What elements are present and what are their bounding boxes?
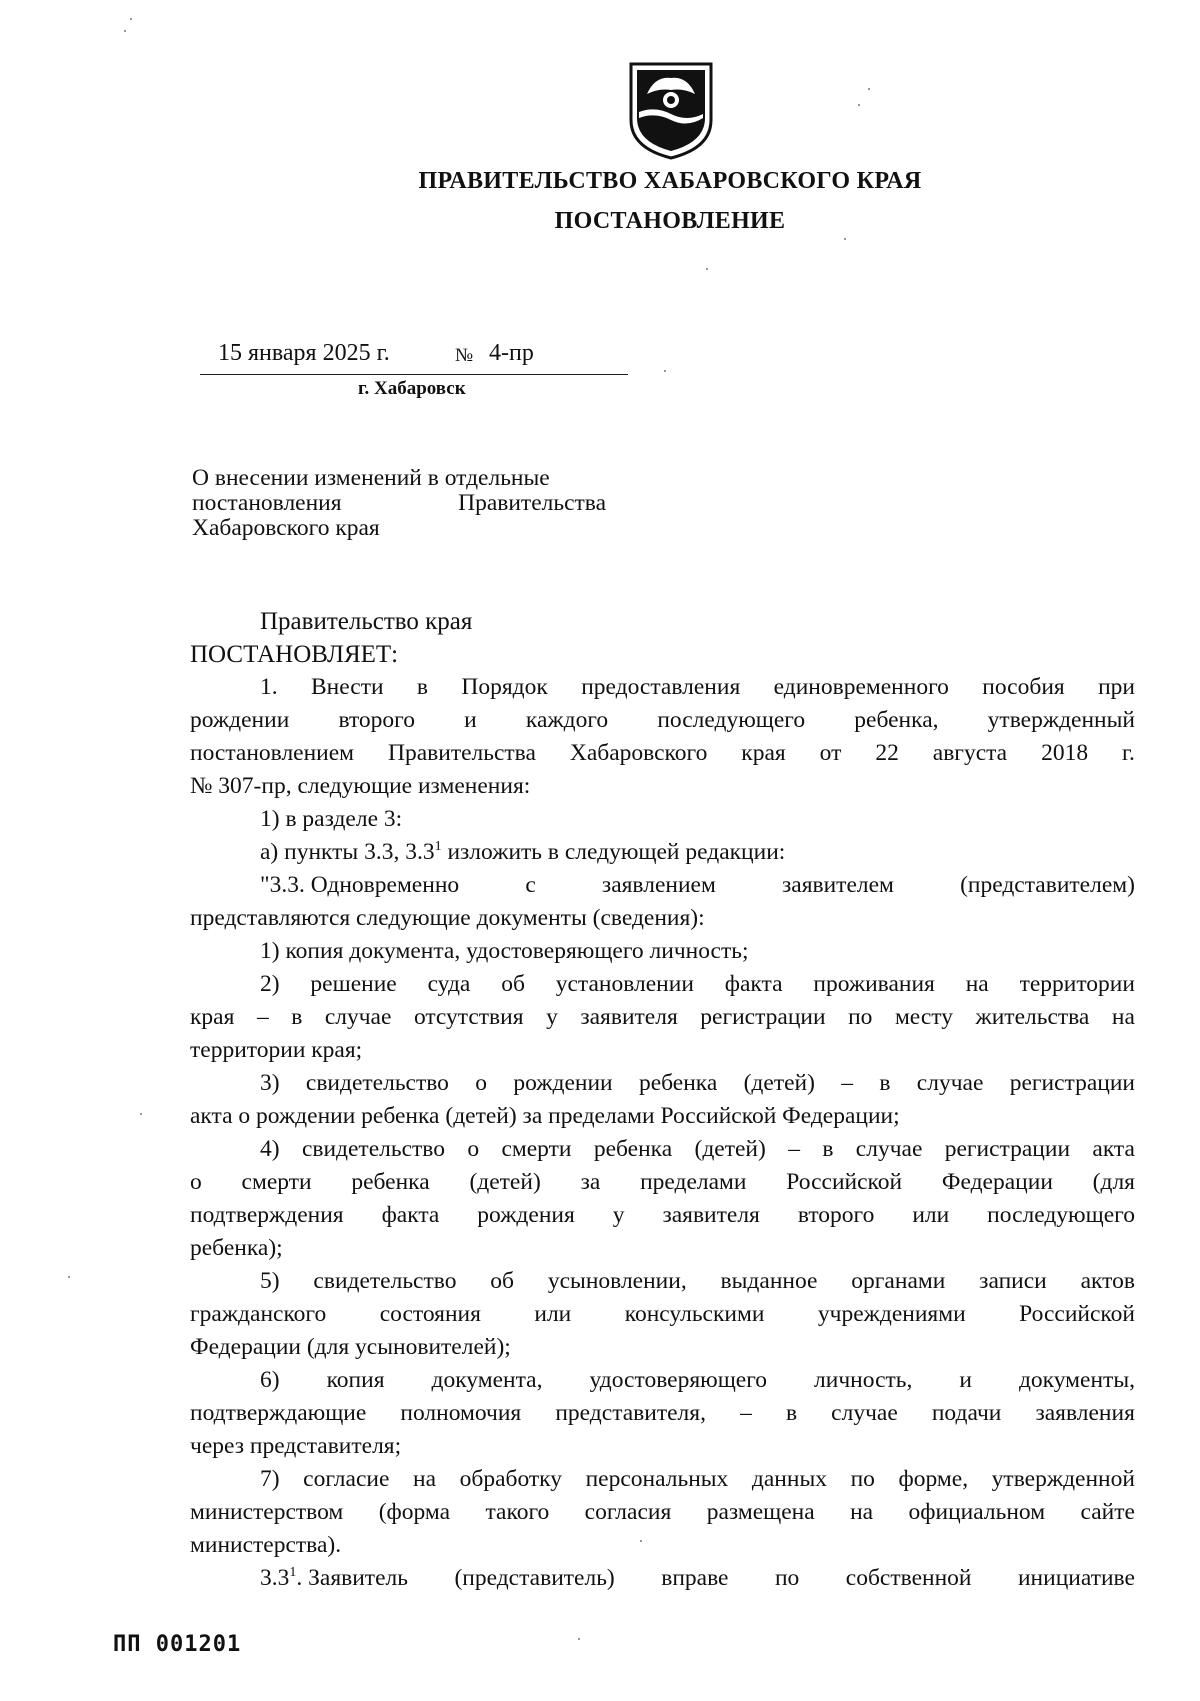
document-date: 15 января 2025 г. — [218, 340, 390, 366]
body-word: на — [1111, 1004, 1135, 1030]
body-word: Внести — [311, 674, 384, 700]
body-word: удостоверяющего — [589, 1367, 768, 1393]
body-word: – — [841, 1070, 854, 1096]
body-word: ребенка — [351, 1169, 430, 1195]
body-word: регистрации — [700, 1004, 826, 1030]
body-word: 6) — [260, 1367, 280, 1393]
body-line — [190, 1133, 1135, 1166]
body-word: (представителем) — [960, 872, 1135, 898]
body-word: рождении — [190, 707, 290, 733]
body-word: консульскими — [624, 1301, 765, 1327]
body-line: Федерации (для усыновителей); — [190, 1334, 511, 1360]
body-word: второго — [338, 707, 415, 733]
body-word: представителя, — [555, 1400, 706, 1426]
body-word: (форма — [378, 1499, 451, 1525]
title-line: О внесении изменений в отдельные — [192, 465, 550, 491]
body-word: об — [501, 971, 525, 997]
body-word: факта — [381, 1202, 440, 1228]
body-word: (детей) — [694, 1136, 766, 1162]
body-word: последующего — [987, 1202, 1135, 1228]
scan-speck — [68, 1276, 70, 1278]
body-word: о — [475, 1070, 488, 1096]
body-word: рождении — [513, 1070, 613, 1096]
body-line — [190, 1562, 1135, 1595]
scan-speck — [124, 30, 126, 32]
body-word: Хабаровского — [569, 740, 708, 766]
body-word: при — [1098, 674, 1135, 700]
body-word: случае — [831, 1400, 898, 1426]
body-word: (детей) — [743, 1070, 815, 1096]
body-word: и — [464, 707, 477, 733]
city: г. Хабаровск — [358, 378, 466, 399]
body-word: за — [580, 1169, 601, 1195]
body-word: свидетельство — [301, 1136, 445, 1162]
body-word: в — [291, 1004, 303, 1030]
body-word: записи — [979, 1268, 1047, 1294]
title-line: Хабаровского края — [192, 515, 380, 541]
body-word: сайте — [1080, 1499, 1135, 1525]
body-line — [190, 869, 1135, 902]
coat-of-arms-icon — [625, 60, 717, 162]
body-word: – — [256, 1004, 269, 1030]
body-word: согласия — [584, 1499, 672, 1525]
body-word: (для — [1092, 1169, 1135, 1195]
title-line — [192, 491, 606, 516]
body-word: края — [190, 1004, 235, 1030]
body-word: актов — [1080, 1268, 1135, 1294]
body-word: у — [612, 1202, 625, 1228]
body-word: органами — [851, 1268, 946, 1294]
body-text: 3.3 — [260, 1565, 290, 1591]
body-word: заявителем — [781, 872, 894, 898]
body-line: Правительство края — [260, 608, 473, 635]
body-word: заявлением — [601, 872, 716, 898]
body-word: (детей) — [469, 1169, 541, 1195]
body-word: постановлением — [190, 740, 355, 766]
body-word: усыновлении, — [547, 1268, 687, 1294]
body-word: о — [190, 1169, 202, 1195]
body-word: обработку — [459, 1466, 562, 1492]
body-word: Российской — [1019, 1301, 1135, 1327]
body-word: официальном — [908, 1499, 1046, 1525]
title-word: Правительства — [458, 490, 606, 516]
body-word: рождения — [477, 1202, 575, 1228]
body-word: в — [822, 1136, 834, 1162]
body-word: пределами — [640, 1169, 747, 1195]
body-word: случае — [916, 1070, 984, 1096]
body-word: вправе — [661, 1565, 729, 1591]
body-word: и — [959, 1367, 972, 1393]
body-line — [190, 836, 1135, 869]
body-word: второго — [797, 1202, 875, 1228]
body-line — [190, 737, 1135, 770]
date-underline — [200, 374, 628, 375]
body-word: проживания — [813, 971, 935, 997]
body-word: 7) — [260, 1466, 280, 1492]
body-text: . Заявитель — [296, 1565, 408, 1591]
body-word: единовременного — [773, 674, 949, 700]
body-line — [190, 1496, 1135, 1529]
body-word: подачи — [931, 1400, 1002, 1426]
body-line — [190, 1298, 1135, 1331]
superscript: 1 — [434, 839, 442, 855]
body-word: случае — [855, 1136, 923, 1162]
body-word: августа — [932, 740, 1008, 766]
body-word: смерти — [241, 1169, 312, 1195]
body-word: полномочия — [400, 1400, 522, 1426]
scan-speck — [578, 1638, 580, 1640]
body-line — [190, 1166, 1135, 1199]
body-line — [190, 1067, 1135, 1100]
body-word: учреждениями — [817, 1301, 966, 1327]
body-word: края — [741, 740, 786, 766]
body-word: 22 — [875, 740, 899, 766]
body-text — [260, 1562, 408, 1595]
body-word: (представитель) — [454, 1565, 615, 1591]
scan-speck — [140, 1113, 142, 1115]
body-word: согласие — [303, 1466, 390, 1492]
date-number-line — [200, 340, 628, 380]
body-word: ребенка — [593, 1136, 673, 1162]
body-word: документа, — [431, 1367, 543, 1393]
scan-speck — [858, 104, 860, 106]
body-word: персональных — [585, 1466, 729, 1492]
body-word: заявителя — [580, 1004, 678, 1030]
number-sign: № — [455, 345, 474, 366]
body-word: последующего — [657, 707, 806, 733]
body-word: от — [819, 740, 842, 766]
body-line: акта о рождении ребенка (детей) за пределами Российской Федерации; — [190, 1103, 900, 1129]
title-word: постановления — [192, 490, 342, 516]
body-word: о — [467, 1136, 480, 1162]
body-word: Порядок — [461, 674, 548, 700]
body-line: 1) в разделе 3: — [260, 806, 403, 832]
body-line — [190, 1199, 1135, 1232]
body-word: на — [850, 1499, 874, 1525]
body-word: личность, — [814, 1367, 913, 1393]
body-word: по — [774, 1565, 800, 1591]
page-code: ПП 001201 — [113, 1632, 242, 1657]
body-text: а) пункты 3.3, 3.3 — [260, 839, 435, 865]
body-word: по — [850, 1466, 875, 1492]
body-text: изложить в следующей редакции: — [441, 839, 786, 865]
body-word: смерти — [501, 1136, 572, 1162]
body-word: инициативе — [1017, 1565, 1135, 1591]
body-line — [190, 704, 1135, 737]
body-word: размещена — [706, 1499, 815, 1525]
body-line — [190, 1463, 1135, 1496]
body-word: собственной — [845, 1565, 972, 1591]
body-line: № 307-пр, следующие изменения: — [190, 773, 531, 799]
body-word: суда — [427, 971, 471, 997]
body-word: 1. — [260, 674, 278, 700]
body-word: ребенка, — [854, 707, 939, 733]
body-word: гражданского — [190, 1301, 327, 1327]
body-line — [190, 968, 1135, 1001]
body-word: у — [546, 1004, 558, 1030]
body-word: каждого — [525, 707, 609, 733]
body-line: представляются следующие документы (сведения): — [190, 905, 705, 931]
body-word: случае — [324, 1004, 392, 1030]
body-line: 1) копия документа, удостоверяющего личность; — [260, 938, 749, 964]
body-word: в — [879, 1070, 891, 1096]
document-type: ПОСТАНОВЛЕНИЕ — [554, 208, 786, 234]
body-word: подтверждающие — [190, 1400, 367, 1426]
scan-speck — [706, 268, 708, 270]
body-line: территории края; — [190, 1037, 363, 1063]
scan-speck — [868, 88, 870, 90]
body-word: в — [785, 1400, 798, 1426]
body-line: министерства). — [190, 1532, 342, 1558]
body-word: территории — [1019, 971, 1135, 997]
body-word: 3) — [260, 1070, 280, 1096]
body-line — [190, 1265, 1135, 1298]
body-word: министерством — [190, 1499, 344, 1525]
body-line — [190, 1397, 1135, 1430]
body-word: подтверждения — [190, 1202, 344, 1228]
body-word: Российской — [786, 1169, 903, 1195]
document-title — [192, 466, 606, 541]
body-line — [190, 671, 1135, 704]
body-word: или — [534, 1301, 572, 1327]
organization-title: ПРАВИТЕЛЬСТВО ХАБАРОВСКОГО КРАЯ — [418, 168, 922, 194]
body-word: об — [490, 1268, 515, 1294]
body-word: Федерации — [941, 1169, 1053, 1195]
body-word: факта — [724, 971, 783, 997]
body-word: копия — [326, 1367, 385, 1393]
body-word: г. — [1122, 740, 1135, 766]
body-word: 5) — [260, 1268, 280, 1294]
body-word: заявления — [1035, 1400, 1135, 1426]
body-word: в — [416, 674, 429, 700]
body-word: по — [848, 1004, 873, 1030]
scan-speck — [640, 1540, 642, 1542]
body-word: заявителя — [662, 1202, 760, 1228]
body-line — [190, 1364, 1135, 1397]
body-word: утвержденный — [987, 707, 1135, 733]
body-word: Правительства — [388, 740, 536, 766]
document-body — [190, 605, 1135, 1595]
body-word: свидетельство — [313, 1268, 457, 1294]
body-word: форме, — [898, 1466, 969, 1492]
body-word: 2018 — [1041, 740, 1089, 766]
body-word: месту — [894, 1004, 953, 1030]
scan-speck — [130, 18, 132, 20]
scan-speck — [844, 238, 846, 240]
body-word: документы, — [1018, 1367, 1135, 1393]
body-line: ПОСТАНОВЛЯЕТ: — [190, 641, 399, 668]
body-word: решение — [310, 971, 397, 997]
body-word: утвержденной — [991, 1466, 1135, 1492]
body-word: 2) — [260, 971, 280, 997]
body-word: с — [525, 872, 536, 898]
superscript: 1 — [289, 1565, 297, 1581]
body-word: или — [912, 1202, 950, 1228]
body-word: – — [788, 1136, 800, 1162]
body-word: на — [413, 1466, 437, 1492]
body-word: предоставления — [581, 674, 741, 700]
body-line: через представителя; — [190, 1433, 402, 1459]
body-word: установлении — [555, 971, 694, 997]
body-word: регистрации — [1009, 1070, 1135, 1096]
body-word: пособия — [982, 674, 1065, 700]
body-word: состояния — [379, 1301, 481, 1327]
body-word: выданное — [720, 1268, 818, 1294]
body-word: "3.3. Одновременно — [260, 872, 460, 898]
body-line: ребенка); — [190, 1235, 283, 1261]
body-word: 4) — [260, 1136, 280, 1162]
body-word: свидетельство — [305, 1070, 449, 1096]
body-word: жительства — [975, 1004, 1090, 1030]
document-number: 4-пр — [489, 340, 534, 366]
body-word: – — [740, 1400, 752, 1426]
scan-speck — [664, 370, 666, 372]
body-word: регистрации — [944, 1136, 1071, 1162]
body-word: акта — [1092, 1136, 1135, 1162]
body-word: данных — [751, 1466, 827, 1492]
body-word: ребенка — [638, 1070, 718, 1096]
body-word: на — [965, 971, 989, 997]
body-word: такого — [485, 1499, 550, 1525]
body-line — [190, 1001, 1135, 1034]
body-word: отсутствия — [413, 1004, 524, 1030]
